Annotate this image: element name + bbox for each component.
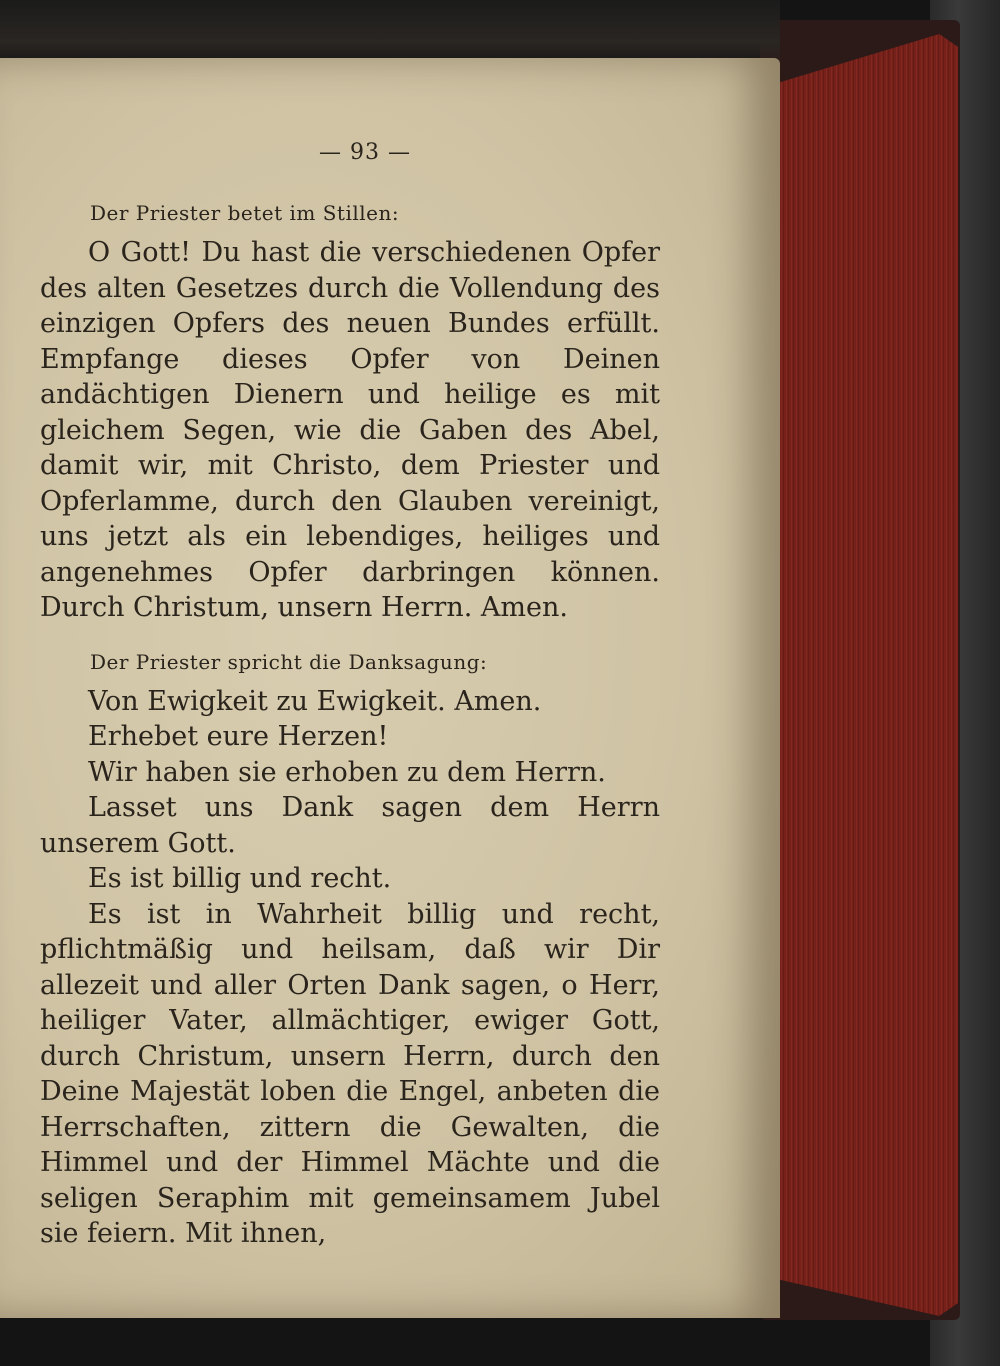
prayer-paragraph: O Gott! Du hast die verschiedenen Opfer des alten Gesetzes durch die Vollendung des einzigen Opfers des neuen Bundes erfüllt. Empfange dieses Opfer von Deinen andächtigen Dienern und heilige es mit gleichem Segen, wie die Gaben des Abel, damit wir, mit Christo, dem Priester und Opferlamme, durch den Glauben vereinigt, uns jetzt als ein lebendiges, heiliges und angenehmes Opfer darbringen können. Durch Christum, unsern Herrn. Amen. xyxy=(40,237,660,623)
response-line-5: Es ist billig und recht. xyxy=(88,863,392,894)
red-page-edges xyxy=(770,34,958,1316)
response-line-3: Wir haben sie erhoben zu dem Herrn. xyxy=(88,756,606,788)
response-line-4: Lasset uns Dank sagen dem Herrn unserem Gott. xyxy=(40,792,660,859)
book-page xyxy=(0,58,780,1318)
rubric-priest-silent: Der Priester betet im Stillen: xyxy=(90,201,400,225)
page-text xyxy=(40,140,660,1252)
response-line-2: Erhebet eure Herzen! xyxy=(88,721,389,752)
section-gap xyxy=(40,626,660,650)
response-line-1: Von Ewigkeit zu Ewigkeit. Amen. xyxy=(88,685,542,717)
page-number: — 93 — xyxy=(319,140,411,165)
preface-paragraph: Es ist in Wahrheit billig und recht, pflichtmäßig und heilsam, daß wir Dir allezeit und aller Orten Dank sagen, o Herr, heiliger Vater, allmächtiger, ewiger Gott, durch Christum, unsern Herrn, durch den Deine Majestät loben die Engel, anbeten die Herrschaften, zittern die Gewalten, die Himmel und der Himmel Mächte und die seligen Seraphim mit gemeinsamem Jubel sie feiern. Mit ihnen, xyxy=(40,898,660,1249)
rubric-thanksgiving: Der Priester spricht die Danksagung: xyxy=(90,649,488,674)
